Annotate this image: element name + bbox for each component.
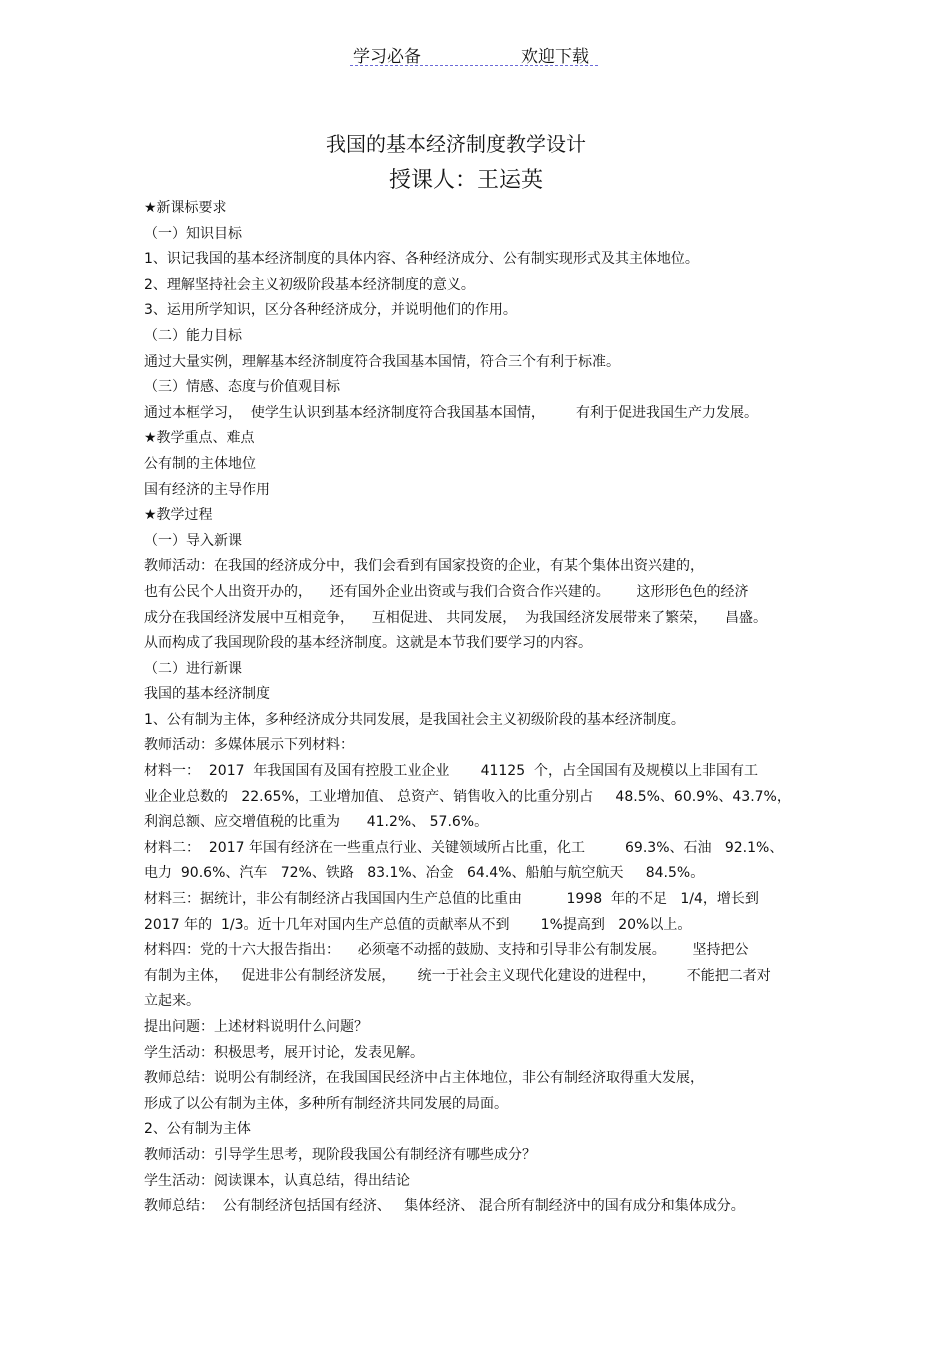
body-line: 3、运用所学知识，区分各种经济成分，并说明他们的作用。 (144, 302, 517, 319)
body-line: 2、公有制为主体 (144, 1121, 251, 1138)
body-line: 教师总结： 公有制经济包括国有经济、 集体经济、 混合所有制经济中的国有成分和集体成分。 (144, 1198, 745, 1215)
body-line: （一）知识目标 (144, 225, 242, 242)
body-line: 材料四：党的十六大报告指出： 必须毫不动摇的鼓励、支持和引导非公有制发展。 坚持把公 (144, 942, 749, 959)
body-line: 也有公民个人出资开办的， 还有国外企业出资或与我们合资合作兴建的。 这形形色色的经济 (144, 583, 749, 600)
document-title: 我国的基本经济制度教学设计 (326, 132, 586, 156)
body-line: 学生活动：阅读课本，认真总结，得出结论 (144, 1172, 410, 1189)
body-line: 提出问题：上述材料说明什么问题？ (144, 1019, 368, 1035)
body-line: 1、识记我国的基本经济制度的具体内容、各种经济成分、公有制实现形式及其主体地位。 (144, 251, 699, 268)
body-line: 成分在我国经济发展中互相竞争， 互相促进、 共同发展， 为我国经济发展带来了繁荣， 昌盛。 (144, 609, 767, 626)
body-line: （一）导入新课 (144, 532, 242, 549)
body-line: 2、理解坚持社会主义初级阶段基本经济制度的意义。 (144, 276, 475, 293)
body-line: （二）进行新课 (144, 660, 242, 677)
body-line: 形成了以公有制为主体，多种所有制经济共同发展的局面。 (144, 1095, 508, 1112)
body-line: 材料二： 2017 年国有经济在一些重点行业、关键领域所占比重，化工 69.3%、石油 92.1%、 (144, 839, 784, 856)
body-line: 通过大量实例，理解基本经济制度符合我国基本国情，符合三个有利于标准。 (144, 353, 620, 370)
body-line: 材料一： 2017 年我国国有及国有控股工业企业 41125 个，占全国国有及规模以上非国有工 (144, 763, 759, 780)
body-line: 公有制的主体地位 (144, 455, 256, 472)
body-line: 国有经济的主导作用 (144, 481, 270, 498)
body-line: ★新课标要求 (144, 200, 227, 216)
body-line: 教师活动：在我国的经济成分中，我们会看到有国家投资的企业，有某个集体出资兴建的， (144, 558, 704, 575)
body-line: （二）能力目标 (144, 327, 242, 344)
body-line: 材料三：据统计，非公有制经济占我国国内生产总值的比重由 1998 年的不足 1/4，增长到 (144, 891, 759, 908)
body-line: ★教学过程 (144, 507, 213, 524)
body-line: 电力 90.6%、汽车 72%、铁路 83.1%、冶金 64.4%、船舶与航空航天 84.5%。 (144, 865, 705, 882)
body-line: （三）情感、态度与价值观目标 (144, 379, 340, 396)
header-left-text: 学习必备 (353, 47, 421, 67)
document-body (144, 196, 816, 1220)
body-line: 从而构成了我国现阶段的基本经济制度。这就是本节我们要学习的内容。 (144, 635, 592, 652)
body-line: 有制为主体， 促进非公有制经济发展， 统一于社会主义现代化建设的进程中， 不能把二者对 (144, 967, 771, 984)
body-line: 通过本框学习， 使学生认识到基本经济制度符合我国基本国情， 有利于促进我国生产力发展。 (144, 404, 759, 421)
body-line: 学生活动：积极思考，展开讨论，发表见解。 (144, 1044, 424, 1061)
page-header (0, 38, 950, 68)
header-dashed-rule (350, 65, 598, 66)
document-subtitle: 授课人：王运英 (388, 168, 543, 193)
body-line: 我国的基本经济制度 (144, 686, 270, 703)
body-line: 教师总结：说明公有制经济，在我国国民经济中占主体地位，非公有制经济取得重大发展， (144, 1070, 704, 1087)
body-line: 利润总额、应交增值税的比重为 41.2%、 57.6%。 (144, 814, 489, 831)
header-right-text: 欢迎下载 (521, 47, 589, 67)
body-line: ★教学重点、难点 (144, 430, 255, 447)
body-line: 教师活动：引导学生思考，现阶段我国公有制经济有哪些成分？ (144, 1146, 536, 1163)
body-line: 2017 年的 1/3。近十几年对国内生产总值的贡献率从不到 1%提高到 20%以上。 (144, 916, 692, 933)
body-line: 业企业总数的 22.65%，工业增加值、 总资产、销售收入的比重分别占 48.5%、60.9%、43.7%， (144, 788, 791, 805)
body-line: 立起来。 (144, 993, 200, 1010)
body-line: 教师活动：多媒体展示下列材料： (144, 737, 354, 754)
body-line: 1、公有制为主体，多种经济成分共同发展，是我国社会主义初级阶段的基本经济制度。 (144, 711, 685, 728)
